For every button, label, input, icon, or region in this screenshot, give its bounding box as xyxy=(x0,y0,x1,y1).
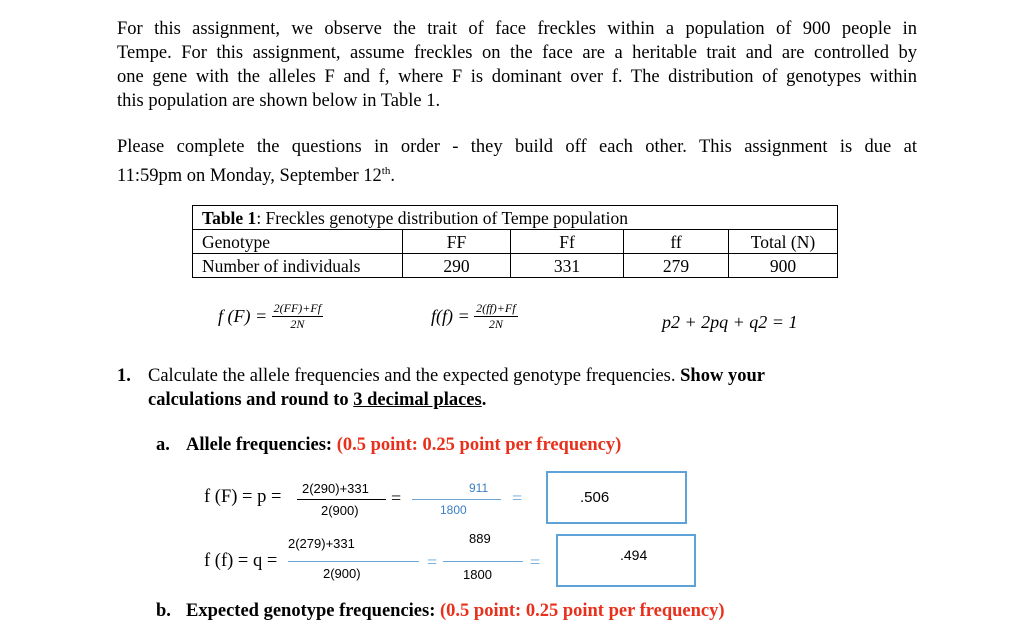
part-b-heading xyxy=(156,599,725,623)
q-denominator-simplified: 1800 xyxy=(463,567,492,582)
question-1-text: Calculate the allele frequencies and the expected genotype frequencies. xyxy=(148,366,676,386)
intro-line-4: this population are shown below in Table 1. xyxy=(117,91,441,111)
table-cell-ff: 279 xyxy=(624,254,729,278)
intro-paragraph xyxy=(117,17,917,113)
p-answer: .506 xyxy=(580,489,610,506)
q-numerator-simplified: 889 xyxy=(469,531,491,546)
part-b-points: (0.5 point: 0.25 point per frequency) xyxy=(440,601,725,621)
instructions-line-1: Please complete the questions in order - they build off each other. This assignment is due at xyxy=(117,137,917,157)
p-equals-2: = xyxy=(512,488,523,508)
question-1-show: Show your xyxy=(680,366,765,386)
part-b-title: Expected genotype frequencies: xyxy=(186,601,436,621)
table-row xyxy=(193,254,838,278)
due-date-period: . xyxy=(390,166,395,187)
fraction-bar xyxy=(288,561,419,562)
q-answer-box[interactable] xyxy=(556,534,696,587)
genotype-table xyxy=(192,205,838,278)
instructions-paragraph xyxy=(117,135,917,188)
due-date-ordinal: th xyxy=(381,165,391,177)
table-header-row xyxy=(193,230,838,254)
formula-ff-lhs: f(f) = xyxy=(431,306,470,326)
question-1 xyxy=(117,364,877,412)
due-date: 11:59pm on Monday, September 12 xyxy=(117,166,382,187)
formula-fF xyxy=(218,301,323,332)
table-caption xyxy=(193,206,838,230)
q-denominator: 2(900) xyxy=(323,566,361,581)
table-header-ff: ff xyxy=(624,230,729,254)
table-header-FF: FF xyxy=(403,230,511,254)
table-header-Ff: Ff xyxy=(511,230,624,254)
p-numerator: 2(290)+331 xyxy=(302,481,369,496)
p-denominator: 2(900) xyxy=(321,503,359,518)
table-cell-label: Number of individuals xyxy=(193,254,403,278)
part-a-title: Allele frequencies: xyxy=(186,435,333,455)
part-a-heading xyxy=(156,433,621,457)
formula-ff-fraction xyxy=(474,301,517,332)
q-equals-1: = xyxy=(427,552,438,572)
question-1-decimal-places: 3 decimal places xyxy=(353,390,482,410)
part-a-label: a. xyxy=(156,435,170,455)
table-cell-Ff: 331 xyxy=(511,254,624,278)
hardy-weinberg-equation: p2 + 2pq + q2 = 1 xyxy=(662,312,798,332)
table-header-total: Total (N) xyxy=(729,230,838,254)
instructions-line-2 xyxy=(117,159,917,188)
table-cell-total: 900 xyxy=(729,254,838,278)
table-caption-label: Table 1 xyxy=(202,207,257,228)
q-equals-2: = xyxy=(530,552,541,572)
p-numerator-simplified: 911 xyxy=(469,481,489,495)
formula-fF-lhs: f (F) = xyxy=(218,306,268,326)
question-1-period: . xyxy=(481,390,487,410)
formula-ff xyxy=(431,301,518,332)
p-lhs: f (F) = p = xyxy=(204,487,282,507)
q-numerator: 2(279)+331 xyxy=(288,536,355,551)
part-b-label: b. xyxy=(156,601,171,621)
intro-line-3: one gene with the alleles F and f, where F is dominant over f. The distribution of genotypes within xyxy=(117,67,917,87)
fraction-bar xyxy=(412,499,501,500)
table-cell-FF: 290 xyxy=(403,254,511,278)
formula-fF-denominator: 2N xyxy=(290,317,305,331)
question-1-number: 1. xyxy=(117,366,131,386)
p-answer-box[interactable] xyxy=(546,471,687,524)
intro-line-1: For this assignment, we observe the trait of face freckles within a population of 900 people in xyxy=(117,19,917,39)
p-equals-1: = xyxy=(391,488,402,508)
fraction-bar xyxy=(297,499,386,500)
q-answer: .494 xyxy=(620,547,648,563)
formula-ff-numerator: 2(ff)+Ff xyxy=(476,301,516,315)
q-lhs: f (f) = q = xyxy=(204,551,278,571)
intro-line-2: Tempe. For this assignment, assume freckles on the face are a heritable trait and are controlled by xyxy=(117,43,917,63)
part-a-points: (0.5 point: 0.25 point per frequency) xyxy=(336,435,622,455)
fraction-bar xyxy=(443,561,523,562)
table-caption-text: : Freckles genotype distribution of Tempe population xyxy=(256,207,629,228)
formula-ff-denominator: 2N xyxy=(488,317,503,331)
question-1-round: calculations and round to xyxy=(148,390,349,410)
p-denominator-simplified: 1800 xyxy=(440,503,467,517)
table-header-genotype: Genotype xyxy=(193,230,403,254)
formula-fF-fraction xyxy=(272,301,323,332)
formula-fF-numerator: 2(FF)+Ff xyxy=(273,301,322,315)
